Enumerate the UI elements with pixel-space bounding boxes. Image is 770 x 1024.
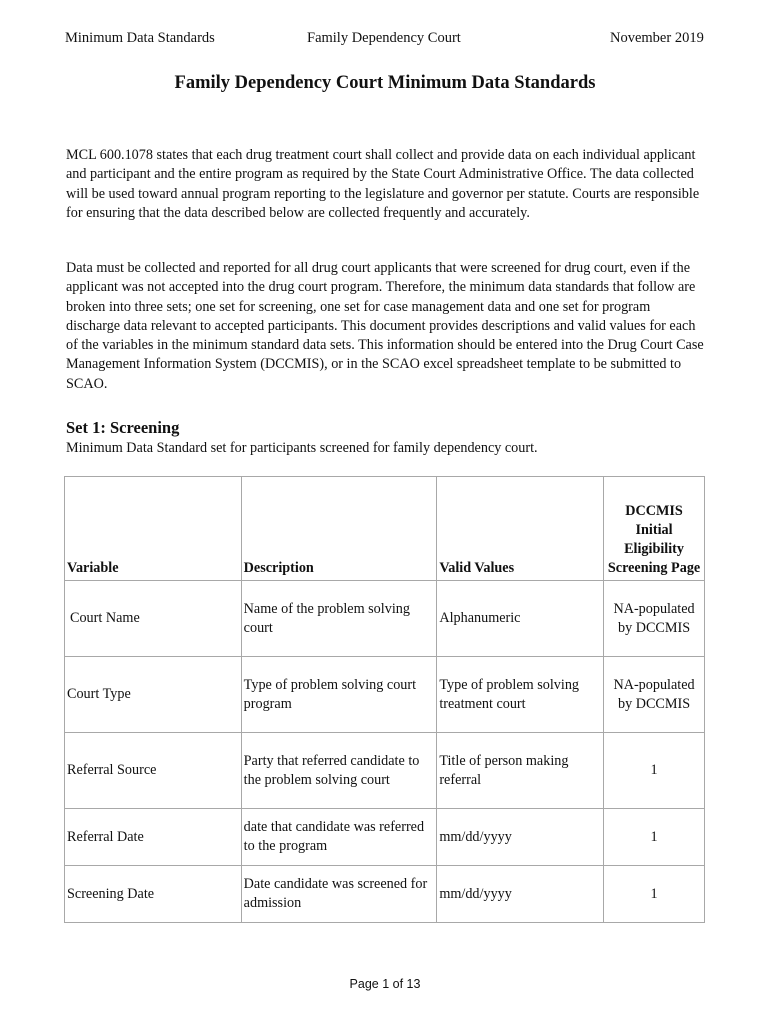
column-header-description: Description [241, 477, 437, 581]
intro-paragraph: MCL 600.1078 states that each drug treatment court shall collect and provide data on each individual applicant and participant and the entire program as required by the State Court Administrative Office. The data collected will be used toward annual program reporting to the legislature and governor per statute. Courts are responsible for ensuring that the data described below are collected frequently and accurately. [66, 147, 700, 221]
document-title: Family Dependency Court Minimum Data Standards [174, 73, 596, 93]
cell-page: 1 [604, 809, 705, 866]
cell-description: Type of problem solving court program [241, 657, 437, 733]
column-header-dccmis-page: DCCMIS Initial Eligibility Screening Page [604, 477, 705, 581]
column-header-variable: Variable [65, 477, 242, 581]
table-row [65, 733, 705, 809]
header-center: Family Dependency Court [307, 30, 461, 46]
cell-valid-values: Alphanumeric [437, 581, 604, 657]
cell-variable: Referral Date [65, 809, 242, 866]
table-row [65, 581, 705, 657]
cell-valid-values: Title of person making referral [437, 733, 604, 809]
cell-description: date that candidate was referred to the program [241, 809, 437, 866]
cell-description: Party that referred candidate to the problem solving court [241, 733, 437, 809]
page-number: Page 1 of 13 [349, 977, 421, 991]
cell-page: 1 [604, 733, 705, 809]
section-heading: Set 1: Screening [66, 418, 180, 437]
cell-variable: Court Type [65, 657, 242, 733]
table-row [65, 657, 705, 733]
cell-variable: Court Name [65, 581, 242, 657]
cell-description: Date candidate was screened for admission [241, 866, 437, 923]
table-header-row [65, 477, 705, 581]
cell-variable: Referral Source [65, 733, 242, 809]
cell-description: Name of the problem solving court [241, 581, 437, 657]
cell-valid-values: Type of problem solving treatment court [437, 657, 604, 733]
cell-valid-values: mm/dd/yyyy [437, 809, 604, 866]
header-left: Minimum Data Standards [65, 30, 215, 46]
header-date: November 2019 [610, 30, 704, 46]
cell-page: NA-populated by DCCMIS [604, 581, 705, 657]
cell-page: 1 [604, 866, 705, 923]
table-row [65, 809, 705, 866]
data-collection-paragraph: Data must be collected and reported for all drug court applicants that were screened for drug court, even if the applicant was not accepted into the drug court program. Therefore, the minimum data standards that follow are broken into three sets; one set for screening, one set for case management data and one set for program discharge data relevant to accepted participants. This document provides descriptions and valid values for each of the variables in the minimum standard data sets. This information should be entered into the Drug Court Case Management Information System (DCCMIS), or in the SCAO excel spreadsheet template to be submitted to SCAO. [66, 260, 704, 392]
section-subtitle: Minimum Data Standard set for participants screened for family dependency court. [66, 440, 538, 456]
table-row [65, 866, 705, 923]
cell-variable: Screening Date [65, 866, 242, 923]
column-header-valid-values: Valid Values [437, 477, 604, 581]
screening-table [64, 476, 705, 923]
cell-valid-values: mm/dd/yyyy [437, 866, 604, 923]
cell-page: NA-populated by DCCMIS [604, 657, 705, 733]
